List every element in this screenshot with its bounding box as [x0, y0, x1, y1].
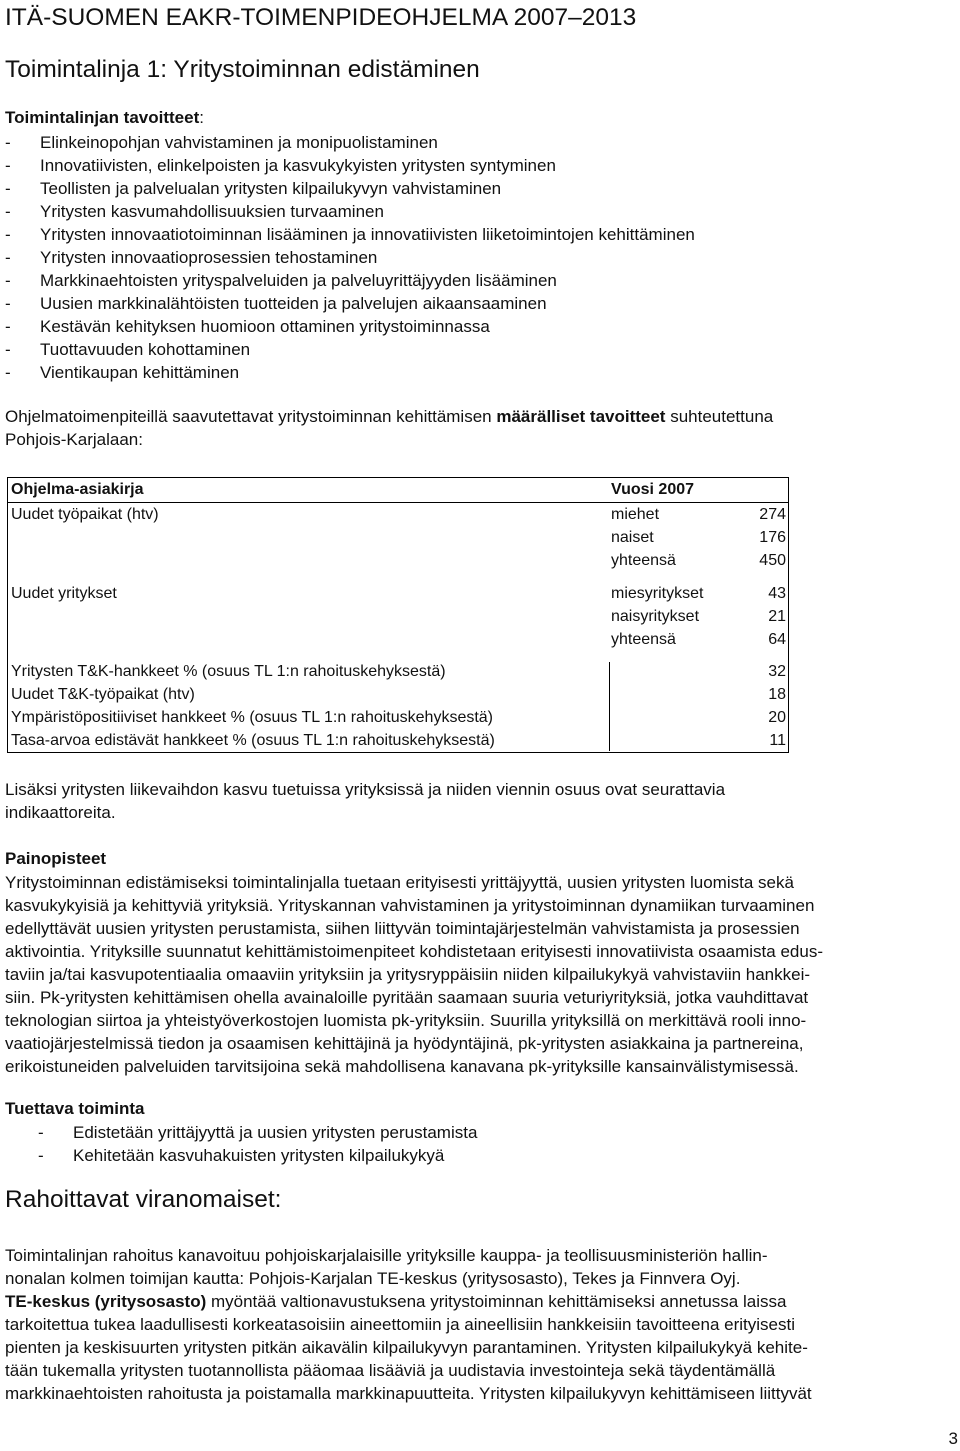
table-row-label: Uudet T&K-työpaikat (htv) [11, 686, 195, 703]
list-item-text: Yritysten innovaatioprosessien tehostaminen [40, 248, 378, 267]
list-item [5, 200, 695, 223]
jobs-total-label: yhteensä [611, 552, 676, 569]
list-item-text: Markkinaehtoisten yrityspalveluiden ja palveluyrittäjyyden lisääminen [40, 271, 557, 290]
supported-list [38, 1121, 477, 1167]
list-item [38, 1144, 477, 1167]
bullet-dash: - [5, 179, 11, 198]
list-item [5, 154, 695, 177]
targets-table [7, 477, 789, 753]
paragraph-line [5, 1290, 955, 1313]
paragraph-line: pienten ja keskisuurten yritysten pitkän aikavälin kilpailukyvyn parantaminen. Yritysten kilpailukykyä kehite- [5, 1338, 808, 1357]
paragraph-line: indikaattoreita. [5, 803, 116, 822]
list-item-text: Teollisten ja palvelualan yritysten kilpailukyvyn vahvistaminen [40, 179, 502, 198]
list-item [5, 177, 695, 200]
list-item [5, 269, 695, 292]
goals-heading [5, 108, 204, 128]
intro-line-2: Pohjois-Karjalaan: [5, 430, 143, 449]
list-item-text: Uusien markkinalähtöisten tuotteiden ja palvelujen aikaansaaminen [40, 294, 547, 313]
table-row-label: Ympäristöpositiiviset hankkeet % (osuus TL 1:n rahoituskehyksestä) [11, 709, 494, 726]
jobs-men-value: 274 [759, 506, 786, 523]
list-item [5, 131, 695, 154]
companies-label: Uudet yritykset [11, 585, 117, 602]
intro-bold: määrälliset tavoitteet [496, 407, 666, 426]
list-item [5, 338, 695, 361]
table-row-value: 32 [768, 663, 786, 680]
bullet-dash: - [5, 133, 11, 152]
page-number: 3 [948, 1429, 958, 1448]
table-row-label: Yritysten T&K-hankkeet % (osuus TL 1:n rahoituskehyksestä) [11, 663, 446, 680]
intro-text-1: Ohjelmatoimenpiteillä saavutettavat yritystoiminnan kehittämisen [5, 407, 497, 426]
te-keskus-bold: TE-keskus (yritysosasto) [5, 1292, 207, 1311]
bullet-dash: - [5, 271, 11, 290]
table-row-value: 20 [768, 709, 786, 726]
list-item [5, 292, 695, 315]
intro-text-2: suhteutettuna [665, 407, 774, 426]
list-item-text: Tuottavuuden kohottaminen [40, 340, 251, 359]
paragraph-line: Yritystoiminnan edistämiseksi toimintalinjalla tuetaan erityisesti yrittäjyyttä, uusien yritysten luomista sekä [5, 873, 794, 892]
list-item-text: Vientikaupan kehittäminen [40, 363, 240, 382]
list-item-text: Edistetään yrittäjyyttä ja uusien yritysten perustamista [73, 1123, 478, 1142]
table-row-value: 11 [769, 732, 786, 749]
paragraph-line: markkinaehtoisten rahoitusta ja poistamalla markkinapuutteita. Yritysten kilpailukyvyn kehittämiseen liittyvät [5, 1384, 812, 1403]
list-item [5, 315, 695, 338]
section-title: Toimintalinja 1: Yritystoiminnan edistäminen [5, 56, 480, 83]
table-header-program: Ohjelma-asiakirja [11, 481, 144, 498]
companies-men-label: miesyritykset [611, 585, 704, 602]
bullet-dash: - [38, 1146, 44, 1165]
priorities-paragraph [5, 871, 955, 1078]
companies-women-label: naisyritykset [611, 608, 700, 625]
paragraph-line: vaatiojärjestelmissä tiedon ja osaamisen kehittäjinä ja hyödyntäjinä, pk-yritysten asiakkaina ja partnereina, [5, 1034, 804, 1053]
document-title: ITÄ-SUOMEN EAKR-TOIMENPIDEOHJELMA 2007–2013 [5, 4, 637, 31]
intro-paragraph [5, 405, 955, 451]
bullet-dash: - [5, 363, 11, 382]
list-item-text: Yritysten kasvumahdollisuuksien turvaaminen [40, 202, 384, 221]
bullet-dash: - [5, 225, 11, 244]
funding-paragraph [5, 1244, 955, 1405]
priorities-heading: Painopisteet [5, 849, 107, 868]
list-item [5, 223, 695, 246]
list-item [38, 1121, 477, 1144]
indicators-paragraph [5, 778, 955, 824]
paragraph-text: myöntää valtionavustuksena yritystoiminnan kehittämiseksi annetussa laissa [206, 1292, 787, 1311]
table-header-year: Vuosi 2007 [611, 481, 695, 498]
bullet-dash: - [5, 317, 11, 336]
supported-heading: Tuettava toiminta [5, 1099, 145, 1118]
goals-list [5, 131, 695, 384]
list-item-text: Kestävän kehityksen huomioon ottaminen yritystoiminnassa [40, 317, 490, 336]
paragraph-line: aktivointia. Yrityksille suunnatut kehittämistoimenpiteet kohdistetaan erityisesti innovatiivista osaamista edus- [5, 942, 823, 961]
bullet-dash: - [5, 294, 11, 313]
jobs-women-value: 176 [759, 529, 786, 546]
paragraph-line: tään tukemalla yritysten tuotannollista pääomaa lisääviä ja uudistavia investointeja sekä täydentämällä [5, 1361, 776, 1380]
companies-men-value: 43 [768, 585, 786, 602]
list-item-text: Elinkeinopohjan vahvistaminen ja monipuolistaminen [40, 133, 438, 152]
paragraph-line: Toimintalinjan rahoitus kanavoituu pohjoiskarjalaisille yrityksille kauppa- ja teollisuusministeriön hallin- [5, 1246, 768, 1265]
paragraph-line: siin. Pk-yritysten kehittämisen ohella avainaloille pyritään saamaan suuria veturiyrityksiä, jotka vauhdittavat [5, 988, 809, 1007]
goals-heading-bold: Toimintalinjan tavoitteet [5, 108, 200, 127]
table-row-label: Tasa-arvoa edistävät hankkeet % (osuus TL 1:n rahoituskehyksestä) [11, 732, 495, 749]
funding-authorities-heading: Rahoittavat viranomaiset: [5, 1186, 282, 1213]
bullet-dash: - [5, 248, 11, 267]
jobs-men-label: miehet [611, 506, 660, 523]
paragraph-line: Lisäksi yritysten liikevaihdon kasvu tuetuissa yrityksissä ja niiden viennin osuus ovat seurattavia [5, 780, 726, 799]
bullet-dash: - [5, 156, 11, 175]
jobs-label: Uudet työpaikat (htv) [11, 506, 159, 523]
paragraph-line: erikoistuneiden palveluiden tarvitsijoina sekä mahdollisena kanavana pk-yrityksille kansainvälistymisessä. [5, 1057, 799, 1076]
paragraph-line: teknologian siirtoa ja yhteistyöverkostojen luomista pk-yrityksiin. Suurilla yrityksillä on merkittävä rooli inno- [5, 1011, 807, 1030]
paragraph-line: nonalan kolmen toimijan kautta: Pohjois-Karjalan TE-keskus (yritysosasto), Tekes ja Finnvera Oyj. [5, 1269, 741, 1288]
list-item [5, 361, 695, 384]
list-item-text: Yritysten innovaatiotoiminnan lisääminen ja innovatiivisten liiketoimintojen kehittäminen [40, 225, 695, 244]
paragraph-line: tarkoitettua tukea laadullisesti korkeatasoisiin aineettomiin ja aineellisiin hankkeisiin tavoitteena erityisesti [5, 1315, 795, 1334]
list-item [5, 246, 695, 269]
jobs-women-label: naiset [611, 529, 654, 546]
bullet-dash: - [38, 1123, 44, 1142]
list-item-text: Innovatiivisten, elinkelpoisten ja kasvukykyisten yritysten syntyminen [40, 156, 556, 175]
paragraph-line: taviin ja/tai kasvupotentiaalia omaaviin yrityksiin ja yritysryppäisiin niiden kilpailukykyä vahvistaviin hankkei- [5, 965, 811, 984]
paragraph-line: kasvukykyisiä ja kehittyviä yrityksiä. Yrityskannan vahvistaminen ja yritystoiminnan dynamiikan turvaaminen [5, 896, 815, 915]
table-header-rule [8, 502, 788, 503]
jobs-total-value: 450 [759, 552, 786, 569]
paragraph-line: edellyttävät uusien yritysten perustamista, siihen liittyvän toimintajärjestelmän vahvistamista ja prosessien [5, 919, 800, 938]
table-row-value: 18 [768, 686, 786, 703]
companies-women-value: 21 [768, 608, 786, 625]
bullet-dash: - [5, 340, 11, 359]
companies-total-label: yhteensä [611, 631, 676, 648]
list-item-text: Kehitetään kasvuhakuisten yritysten kilpailukykyä [73, 1146, 445, 1165]
goals-heading-colon: : [199, 108, 204, 127]
bullet-dash: - [5, 202, 11, 221]
companies-total-value: 64 [768, 631, 786, 648]
